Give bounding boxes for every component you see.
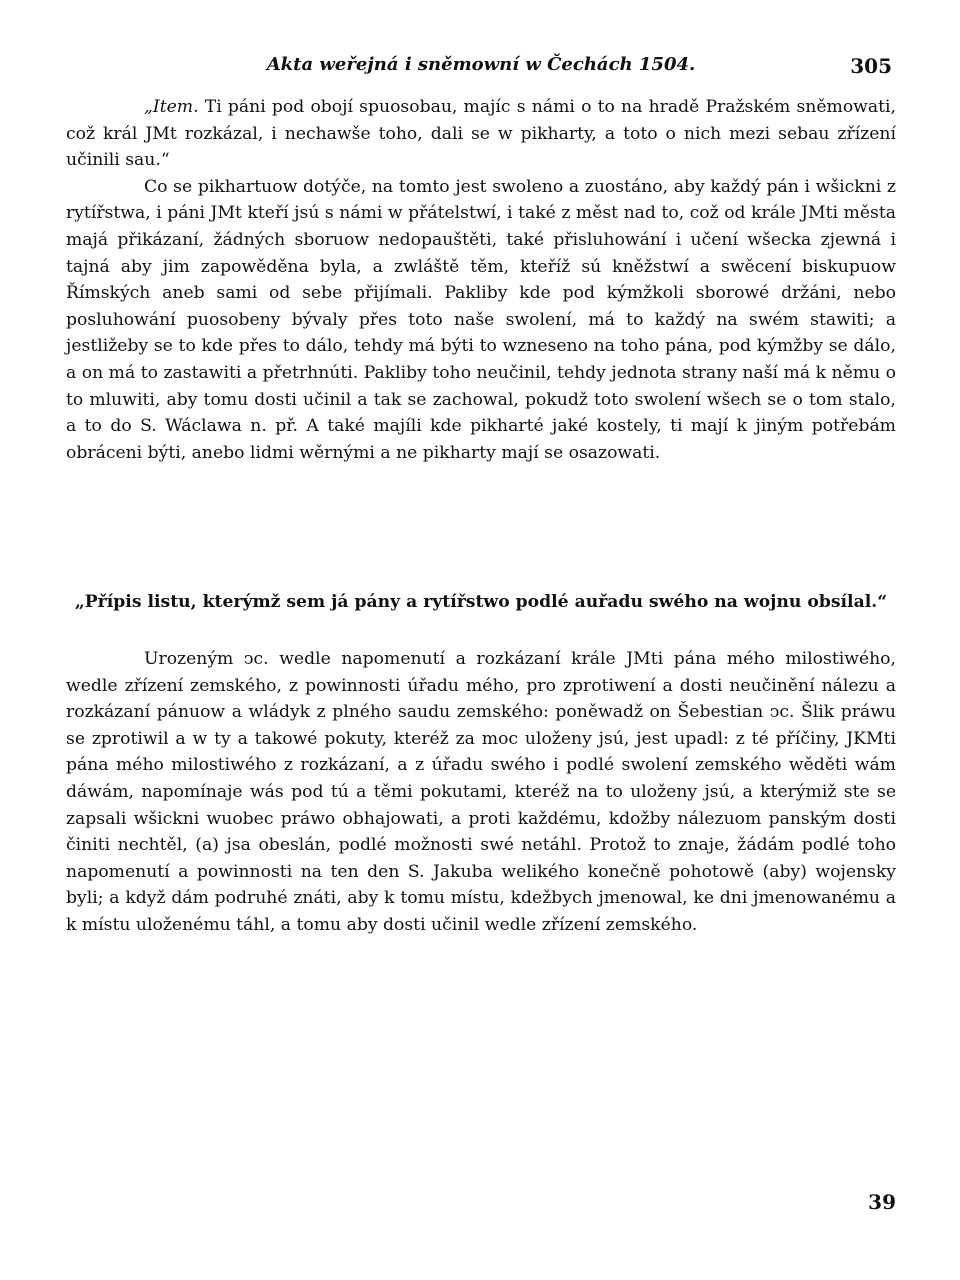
text-block-1 <box>66 94 896 466</box>
paragraph-pikharti: Co se pikhartuow dotýče, na tomto jest swoleno a zuostáno, aby každý pán i wšickni z rytířstwa, i páni JMt kteří jsú s námi w přátelstwí, i také z měst nad to, což od krále JMti města majá přikázaní, žádných sboruow nedopauštěti, také přisluhowání i učení wšecka zjewná i tajná aby jim zapowěděna byla, a zwláště těm, kteříž sú kněžstwí a swěcení biskupuow Římských aneb sami od sebe přijímali. Pakliby kde pod kýmžkoli sborowé držáni, nebo posluhowání puosobeny bývaly přes toto naše swolení, má to každý na swém stawiti; a jestližeby se to kde přes to dálo, tehdy má býti to wzneseno na toho pána, pod kýmžby se dálo, a on má to zastawiti a přetrhnúti. Pakliby toho neučinil, tehdy jednota strany naší má k němu o to mluwiti, aby tomu dosti učinil a tak se zachowal, pokudž toto swolení wšech se o tom stalo, a to do S. Wáclawa n. př. A také majíli kde pikharté jaké kostely, ti mají k jiným potřebám obráceni býti, anebo lidmi wěrnými a ne pikharty mají se osazowati. <box>66 176 896 463</box>
section-heading-block <box>66 589 896 616</box>
running-title: Akta weřejná i sněmowní w Čechách 1504. <box>266 54 696 75</box>
paragraph-letter: Urozeným ↄc. wedle napomenutí a rozkázaní krále JMti pána mého milostiwého, wedle zřízení zemského, z powinnosti úřadu mého, pro zprotiwení a dosti neučinění nálezu a rozkázaní pánuow a wládyk z plného saudu zemského: poněwadž on Šebestian ↄc. Šlik práwu se zprotiwil a w ty a takowé pokuty, kteréž za moc uloženy jsú, jest upadl: z té příčiny, JKMti pána mého milostiwého z rozkázaní, a z úřadu swého i podlé swolení zemského wěděti wám dáwám, napomínaje wás pod tú a těmi pokutami, kteréž na to uloženy jsú, a kterýmiž ste se zapsali wšickni wuobec práwo obhajowati, a proti každému, kdožby nálezuom panským dosti činiti nechtěl, (a) jsa obeslán, podlé možnosti swé netáhl. Protož to znaje, žádám podlé toho napomenutí a powinnosti na ten den S. Jakuba welikého konečně pohotowě (aby) wojensky byli; a když dám podruhé znáti, aby k tomu místu, kdežbych jmenowal, ke dni jmenowanému a k místu uloženému táhl, a tomu aby dosti učinil wedle zřízení zemského. <box>66 649 896 935</box>
paragraph-item-text: Ti páni pod obojí spuosobau, majíc s námi o to na hradě Pražském sněmowati, což král JMt rozkázal, i nechawše toho, dali se w pikharty, a toto o nich mezi sebau zřízení učinili sau.“ <box>66 97 896 171</box>
page-number: 305 <box>850 54 892 78</box>
text-block-2 <box>66 646 896 939</box>
page-header <box>66 50 896 80</box>
signature-number: 39 <box>868 1190 896 1214</box>
document-page <box>66 0 896 1280</box>
paragraph-item <box>66 94 896 174</box>
item-label: „Item. <box>144 97 199 117</box>
section-heading: „Přípis listu, kterýmž sem já pány a rytířstwo podlé auřadu swého na wojnu obsílal.“ <box>74 592 888 612</box>
